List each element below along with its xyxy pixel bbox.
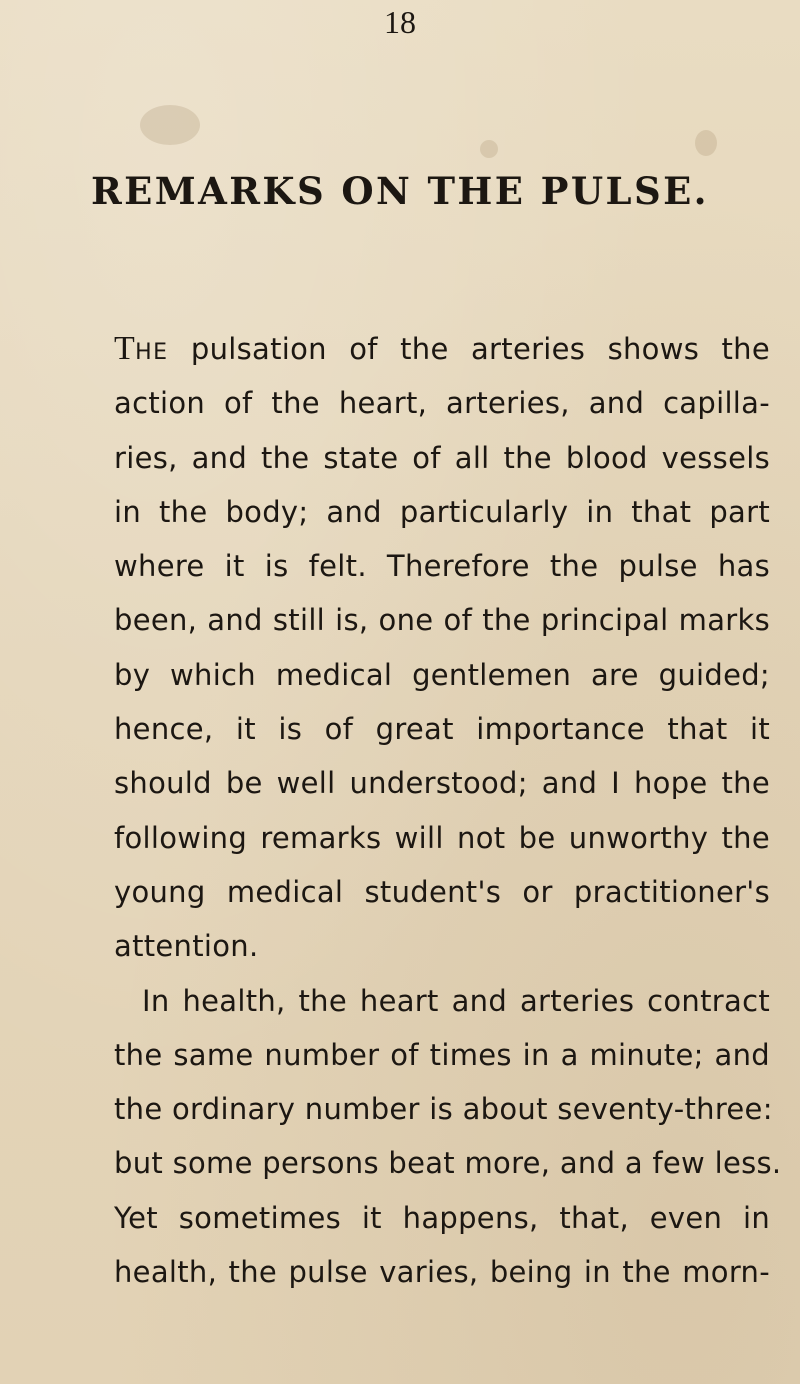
text-line: in the body; and particularly in that part [114,494,770,529]
text-line [114,322,770,376]
paper-stain [140,105,200,145]
chapter-title: REMARKS ON THE PULSE. [91,169,709,213]
text-line: by which medical gentlemen are guided; [114,657,770,692]
text-line: action of the heart, arteries, and capilla- [114,386,770,421]
text-line: In health, the heart and arteries contract [142,983,770,1018]
text-line: hence, it is of great importance that it [114,712,770,747]
text-line: ries, and the state of all the blood vessels [114,440,770,475]
page-number: 18 [384,4,416,40]
text-line: attention. [114,929,259,964]
text-line: the same number of times in a minute; and [114,1037,770,1072]
body-text [114,322,782,1299]
text-line: should be well understood; and I hope the [114,766,770,801]
text-line: the ordinary number is about seventy-three: [114,1092,773,1127]
text-line: young medical student's or practitioner's [114,874,770,909]
line-text: pulsation of the arteries shows the [190,332,770,366]
opening-capital: T [114,330,136,367]
text-line: where it is felt. Therefore the pulse has [114,549,770,584]
text-line: Yet sometimes it happens, that, even in [114,1200,770,1235]
text-line: following remarks will not be unworthy the [114,820,770,855]
paper-stain [480,140,498,158]
opening-small-caps: HE [135,340,169,365]
text-line: health, the pulse varies, being in the morn- [114,1255,770,1290]
text-line: but some persons beat more, and a few less. [114,1146,782,1181]
paper-stain [695,130,717,156]
text-line: been, and still is, one of the principal marks [114,603,770,638]
